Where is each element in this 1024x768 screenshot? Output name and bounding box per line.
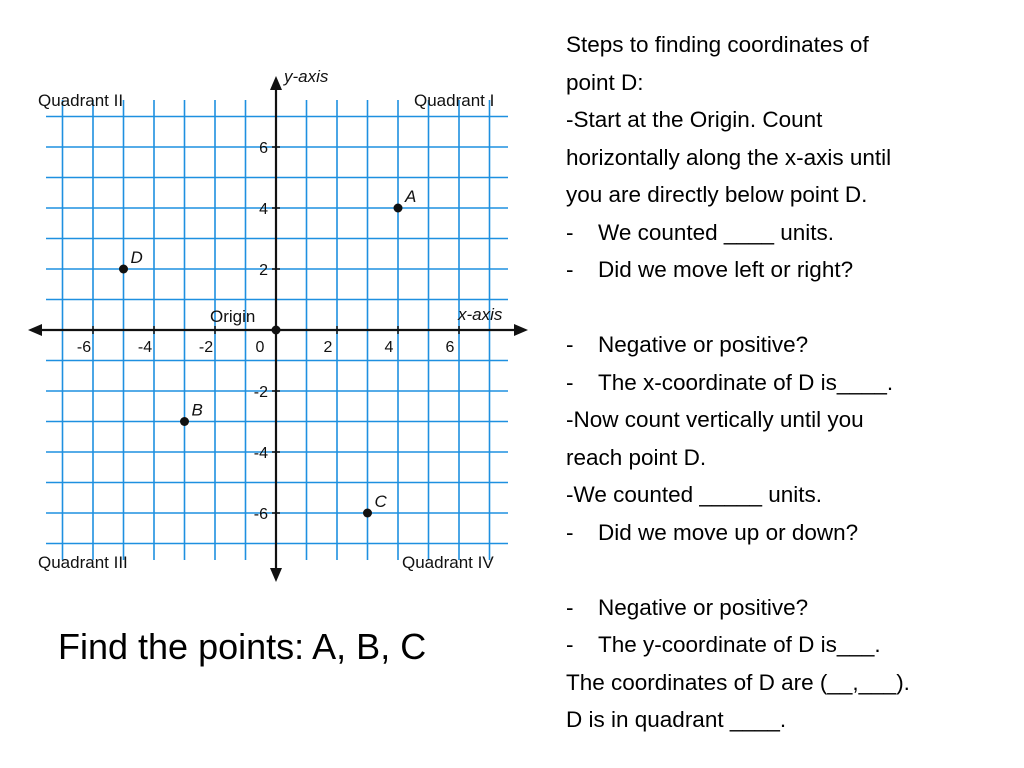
x-tick-label: 6 [445,339,455,356]
steps-heading: Steps to finding coordinates of [566,32,869,57]
spacer [566,551,1016,589]
step-start-cont: horizontally along the x-axis until [566,144,892,170]
origin-label: Origin [210,307,256,326]
y-tick-label: -2 [253,384,268,401]
x-tick-label: -6 [76,339,92,356]
quadrant-i-label: Quadrant I [414,91,495,110]
spacer [566,289,1016,327]
bullet-text: Did we move left or right? [598,257,854,282]
y-axis-bottom-arrow [270,568,282,582]
steps-text [566,26,1016,739]
y-tick-label: 4 [259,201,268,218]
coordinates-of-d: The coordinates of D are (__,___). [566,669,910,695]
x-tick-label: 4 [384,339,394,356]
point-label-a: A [405,187,417,206]
bullet-text: The y-coordinate of D is___. [598,632,881,657]
point-label-b: B [191,400,203,420]
points [119,187,416,518]
y-tick-label: 2 [259,262,268,279]
axes [28,76,528,582]
point-a [394,204,403,213]
point-b [180,417,189,426]
x-tick-label: -2 [198,339,214,356]
y-tick-label: 6 [259,140,268,157]
point-label-c: C [374,492,387,511]
quadrant-of-d: D is in quadrant ____. [566,707,787,732]
x-axis-left-arrow [28,324,42,336]
steps-heading-cont: point D: [566,69,644,95]
quadrant-iii-label: Quadrant III [38,553,128,572]
y-axis-top-arrow [270,76,282,90]
coordinate-plane [0,0,560,600]
quadrant-ii-label: Quadrant II [38,91,124,110]
step-start-cont: you are directly below point D. [566,182,868,207]
point-d [119,265,128,274]
step-vertical-cont: reach point D. [566,444,707,470]
y-tick-label: -6 [253,506,268,523]
bullet-text: We counted ____ units. [598,219,834,245]
bullet-x-coordinate: - The x-coordinate of D is____. [566,369,894,395]
bullet-text: The x-coordinate of D is____. [598,369,894,395]
bullet-left-right: - Did we move left or right? [566,257,854,282]
bullet-text: Did we move up or down? [598,519,859,545]
x-axis-right-arrow [514,324,528,336]
bullet-y-coordinate: - The y-coordinate of D is___. [566,632,881,657]
quadrant-iv-label: Quadrant IV [402,553,494,572]
bullet-counted-x: - We counted ____ units. [566,219,834,245]
bullet-text: Negative or positive? [598,332,809,357]
find-points-title: Find the points: A, B, C [58,626,427,667]
bullet-text: Negative or positive? [598,594,809,620]
y-tick-label: -4 [253,445,268,462]
point-c [363,509,372,518]
y-axis-label: y-axis [284,67,329,86]
step-counted-y: -We counted _____ units. [566,482,823,507]
tick-labels [77,140,459,523]
step-start: -Start at the Origin. Count [566,107,823,132]
bullet-sign-y: - Negative or positive? [566,594,809,620]
point-label-d: D [130,248,143,267]
x-tick-label: 2 [323,339,333,356]
bullet-up-down: - Did we move up or down? [566,519,859,545]
x-tick-label: 0 [255,339,265,356]
x-axis-label: x-axis [458,305,503,324]
step-vertical: -Now count vertically until you [566,407,864,432]
bullet-sign-x: - Negative or positive? [566,332,809,357]
x-tick-label: -4 [137,339,153,356]
